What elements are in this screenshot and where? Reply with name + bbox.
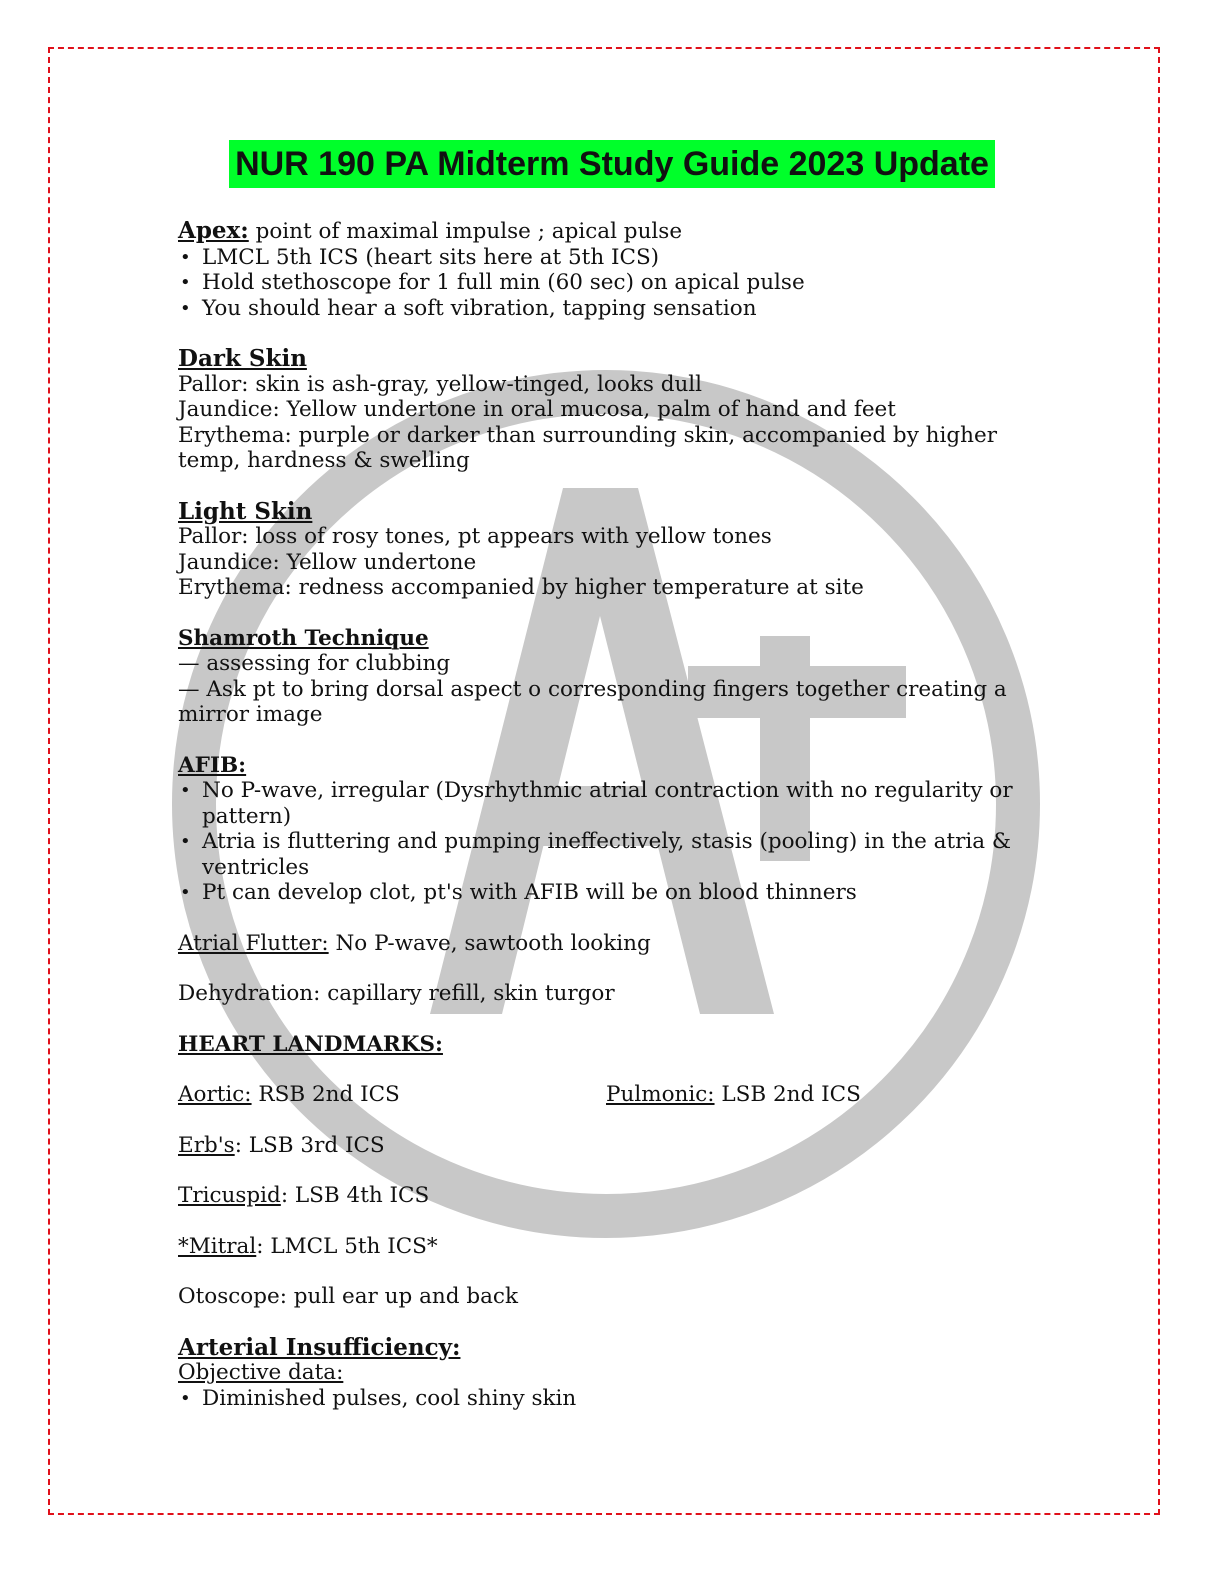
- arterial-heading: Arterial Insufficiency:: [178, 1333, 461, 1361]
- erbs-text: : LSB 3rd ICS: [234, 1132, 385, 1158]
- section-afib: [178, 753, 1038, 906]
- mitral-text: : LMCL 5th ICS*: [256, 1233, 438, 1259]
- section-light-skin: [178, 499, 1038, 601]
- list-item: • Atria is fluttering and pumping ineffectively, stasis (pooling) in the atria & ventricles: [178, 829, 1038, 880]
- arterial-list: [178, 1386, 1038, 1412]
- shamroth-heading: Shamroth Technique: [178, 625, 429, 651]
- erbs-label: Erb's: [178, 1132, 235, 1158]
- text-line: — Ask pt to bring dorsal aspect o corresponding fingers together creating a mirror image: [178, 676, 1007, 727]
- heart-landmarks-heading: HEART LANDMARKS:: [178, 1031, 443, 1057]
- text-line: Jaundice: Yellow undertone: [178, 549, 477, 575]
- list-item: • Diminished pulses, cool shiny skin: [178, 1386, 1038, 1412]
- tricuspid-entry: [178, 1183, 1038, 1209]
- tricuspid-text: : LSB 4th ICS: [280, 1183, 430, 1208]
- atrial-flutter-label: Atrial Flutter:: [178, 930, 329, 956]
- page-title: NUR 190 PA Midterm Study Guide 2023 Update: [229, 140, 995, 188]
- erbs-entry: [178, 1133, 1038, 1159]
- text-line: Erythema: redness accompanied by higher temperature at site: [178, 575, 864, 600]
- section-atrial-flutter: [178, 931, 1038, 957]
- pulmonic-text: LSB 2nd ICS: [714, 1082, 861, 1107]
- text-line: Erythema: purple or darker than surrounding skin, accompanied by higher temp, hardness & swelling: [178, 422, 998, 473]
- otoscope-text: Otoscope: pull ear up and back: [178, 1284, 519, 1309]
- text-line: Pallor: loss of rosy tones, pt appears with yellow tones: [178, 524, 772, 549]
- aortic-pulmonic-row: [178, 1082, 1038, 1108]
- dehydration-text: Dehydration: capillary refill, skin turgor: [178, 981, 615, 1006]
- section-dark-skin: [178, 346, 1038, 474]
- aortic-entry: [178, 1082, 606, 1108]
- apex-text: point of maximal impulse ; apical pulse: [248, 219, 683, 244]
- text-line: — assessing for clubbing: [178, 651, 451, 676]
- list-item: • LMCL 5th ICS (heart sits here at 5th ICS): [178, 245, 1038, 271]
- list-item: • Pt can develop clot, pt's with AFIB will be on blood thinners: [178, 880, 1038, 906]
- list-item: • No P-wave, irregular (Dysrhythmic atrial contraction with no regularity or pattern): [178, 778, 1038, 829]
- section-apex: [178, 218, 1038, 321]
- text-line: Pallor: skin is ash-gray, yellow-tinged, looks dull: [178, 371, 703, 397]
- tricuspid-label: Tricuspid: [178, 1183, 281, 1208]
- afib-heading: AFIB:: [178, 752, 247, 778]
- list-item: • You should hear a soft vibration, tapping sensation: [178, 296, 1038, 322]
- aortic-text: RSB 2nd ICS: [251, 1082, 400, 1107]
- mitral-label: *Mitral: [178, 1233, 257, 1259]
- aortic-label: Aortic:: [178, 1082, 252, 1107]
- section-shamroth: [178, 626, 1038, 728]
- document-body: [178, 140, 1038, 1436]
- pulmonic-label: Pulmonic:: [606, 1082, 715, 1107]
- objective-data-label: Objective data:: [178, 1360, 344, 1385]
- section-heart-landmarks-heading: [178, 1032, 1038, 1058]
- atrial-flutter-text: No P-wave, sawtooth looking: [328, 930, 651, 956]
- afib-list: [178, 778, 1038, 906]
- list-item: • Hold stethoscope for 1 full min (60 sec) on apical pulse: [178, 270, 1038, 296]
- section-otoscope: [178, 1284, 1038, 1310]
- section-dehydration: [178, 981, 1038, 1007]
- apex-list: [178, 245, 1038, 322]
- light-skin-heading: Light Skin: [178, 497, 313, 525]
- text-line: Jaundice: Yellow undertone in oral mucosa, palm of hand and feet: [178, 397, 896, 422]
- pulmonic-entry: [606, 1082, 861, 1108]
- dark-skin-heading: Dark Skin: [178, 345, 307, 372]
- apex-label: Apex:: [178, 217, 249, 244]
- section-arterial: [178, 1335, 1038, 1412]
- mitral-entry: [178, 1234, 1038, 1260]
